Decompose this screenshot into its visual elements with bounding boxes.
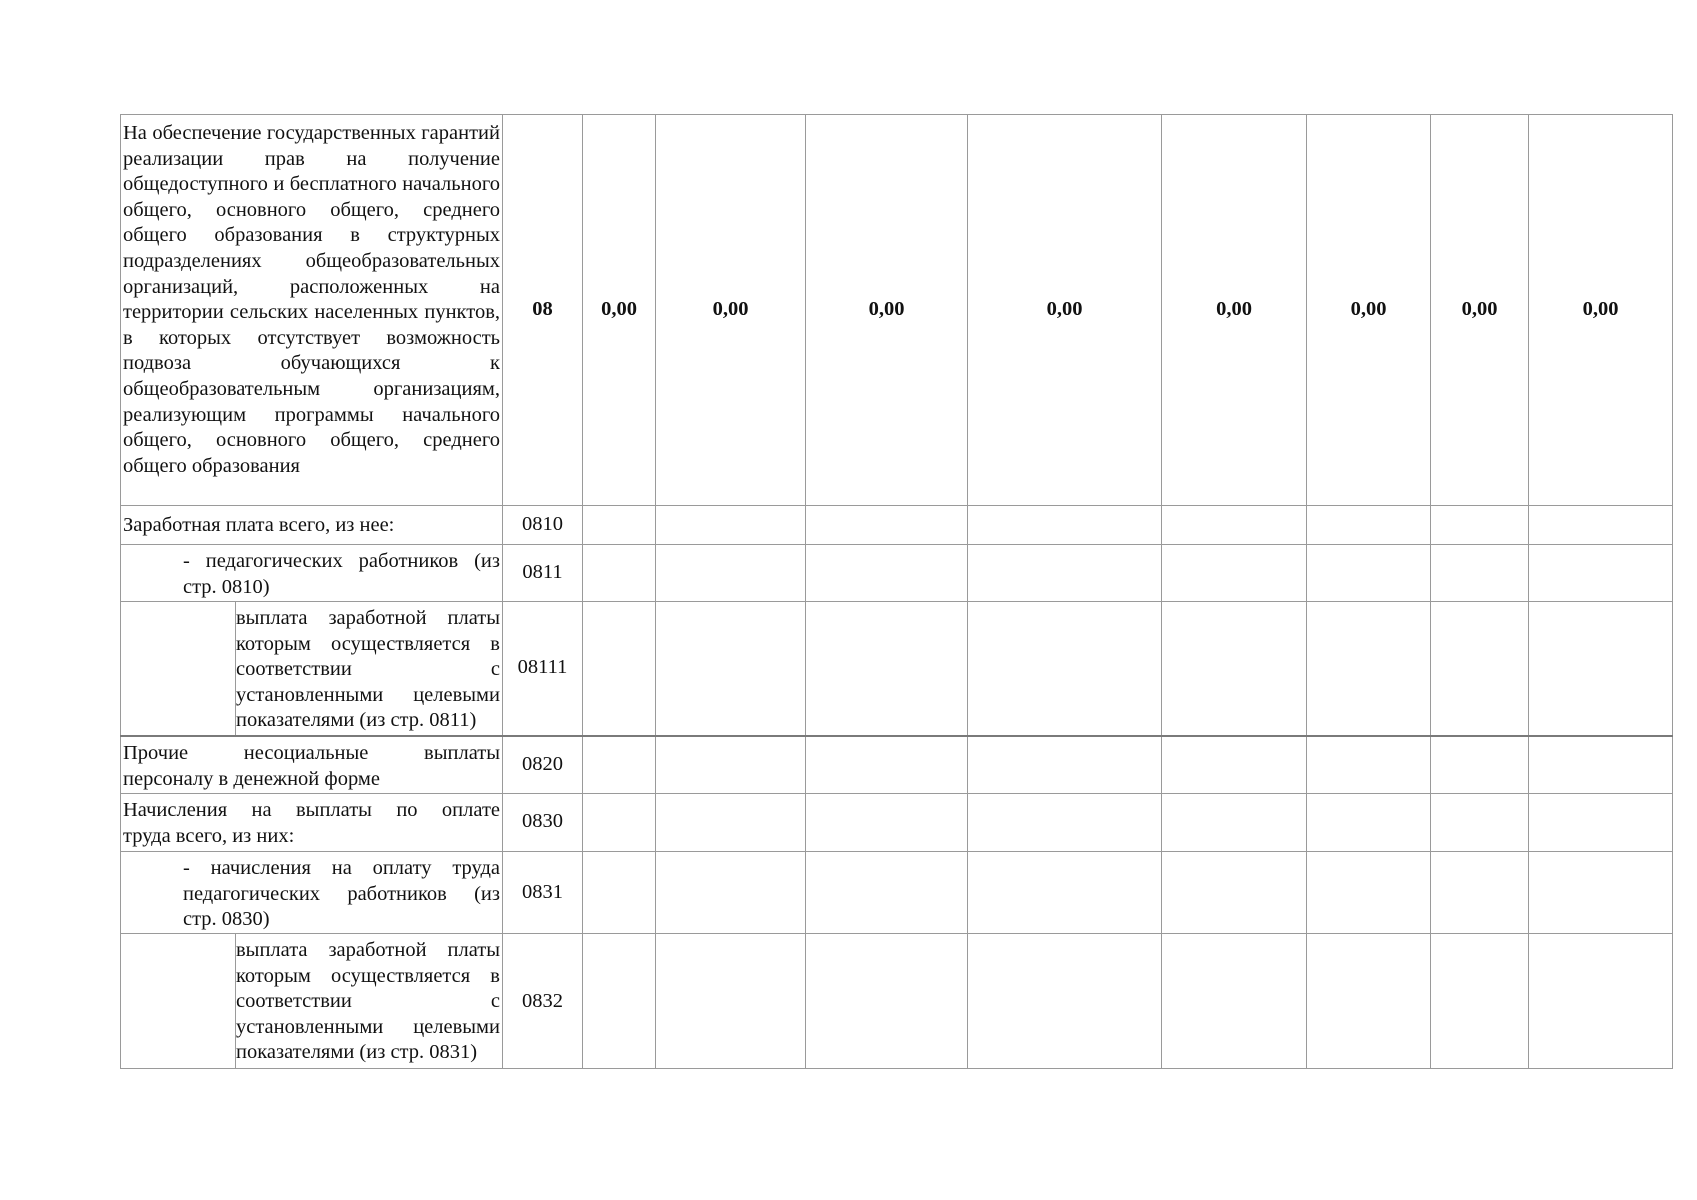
grid-vline <box>1161 114 1162 1068</box>
value-cell: 0,00 <box>1350 298 1387 320</box>
row-label <box>236 606 500 734</box>
grid-hline <box>120 735 1673 737</box>
row-label <box>123 798 500 849</box>
grid-vline <box>1430 114 1431 1068</box>
grid-vline <box>967 114 968 1068</box>
row-code: 08 <box>532 298 553 320</box>
row-label <box>183 856 500 933</box>
row-label <box>123 741 500 792</box>
grid-vline <box>582 114 583 1068</box>
grid-hline <box>120 601 1673 602</box>
row-label-text: Прочие несоциальные выплаты <box>123 742 500 764</box>
grid-hline <box>120 1068 1673 1069</box>
row-label-tail: общего образования <box>123 454 300 477</box>
row-label-text: Начисления на выплаты по оплате <box>123 799 500 821</box>
grid-vline <box>655 114 656 1068</box>
row-label-text: выплата заработной платы которым осуществляется в соответствии с установленными целевыми <box>236 939 500 1038</box>
grid-vline <box>502 114 503 1068</box>
value-cell: 0,00 <box>601 298 637 320</box>
grid-vline <box>1528 114 1529 1068</box>
value-cell: 0,00 <box>868 298 905 320</box>
row-label-text: Заработная плата всего, из нее: <box>123 514 395 536</box>
grid-hline <box>120 114 1673 115</box>
grid-hline <box>120 851 1673 852</box>
row-label-text: - начисления на оплату труда педагогических работников (из <box>183 857 500 905</box>
row-code: 0811 <box>522 561 563 583</box>
value-cell: 0,00 <box>1582 298 1619 320</box>
row-code: 0820 <box>522 753 563 775</box>
row-label <box>123 513 500 539</box>
row-label-text: - педагогических работников (из <box>183 550 500 572</box>
row-label-tail: персоналу в денежной форме <box>123 767 380 790</box>
row-code: 0830 <box>522 810 563 832</box>
value-cell: 0,00 <box>712 298 749 320</box>
grid-hline <box>120 505 1673 506</box>
row-label <box>183 549 500 600</box>
grid-vline <box>1306 114 1307 1068</box>
row-label-tail: труда всего, из них: <box>123 824 295 847</box>
row-label-tail: стр. 0810) <box>183 575 270 598</box>
row-label <box>236 938 500 1066</box>
row-label <box>123 121 500 479</box>
row-label-tail: стр. 0830) <box>183 908 270 931</box>
row-label-text: На обеспечение государственных гарантий реализации прав на получение общедоступного и бесплатного начального общего, основного общего, среднего общего образования в структурных подразделениях общеобразовательных организаций, расположенных на территории сельских населенных пунктов, в которых отсутствует возможность подвоза обучающихся к общеобразовательным организациям, реализующим программы начального общего, основного общего, среднего <box>123 122 500 452</box>
row-label-tail: показателями (из стр. 0831) <box>236 1041 478 1064</box>
value-cell: 0,00 <box>1461 298 1498 320</box>
grid-hline <box>120 544 1673 545</box>
value-cell: 0,00 <box>1046 298 1083 320</box>
row-label-tail: показателями (из стр. 0811) <box>236 709 477 732</box>
value-cell: 0,00 <box>1216 298 1252 320</box>
row-code: 0831 <box>522 881 563 903</box>
row-code: 0810 <box>522 513 563 535</box>
grid-vline <box>805 114 806 1068</box>
grid-hline <box>120 793 1673 794</box>
row-code: 08111 <box>517 656 568 678</box>
grid-vline <box>120 114 121 1068</box>
row-code: 0832 <box>522 990 563 1012</box>
grid-hline <box>120 933 1673 934</box>
row-label-text: выплата заработной платы которым осуществляется в соответствии с установленными целевыми <box>236 607 500 706</box>
grid-vline <box>1672 114 1673 1068</box>
